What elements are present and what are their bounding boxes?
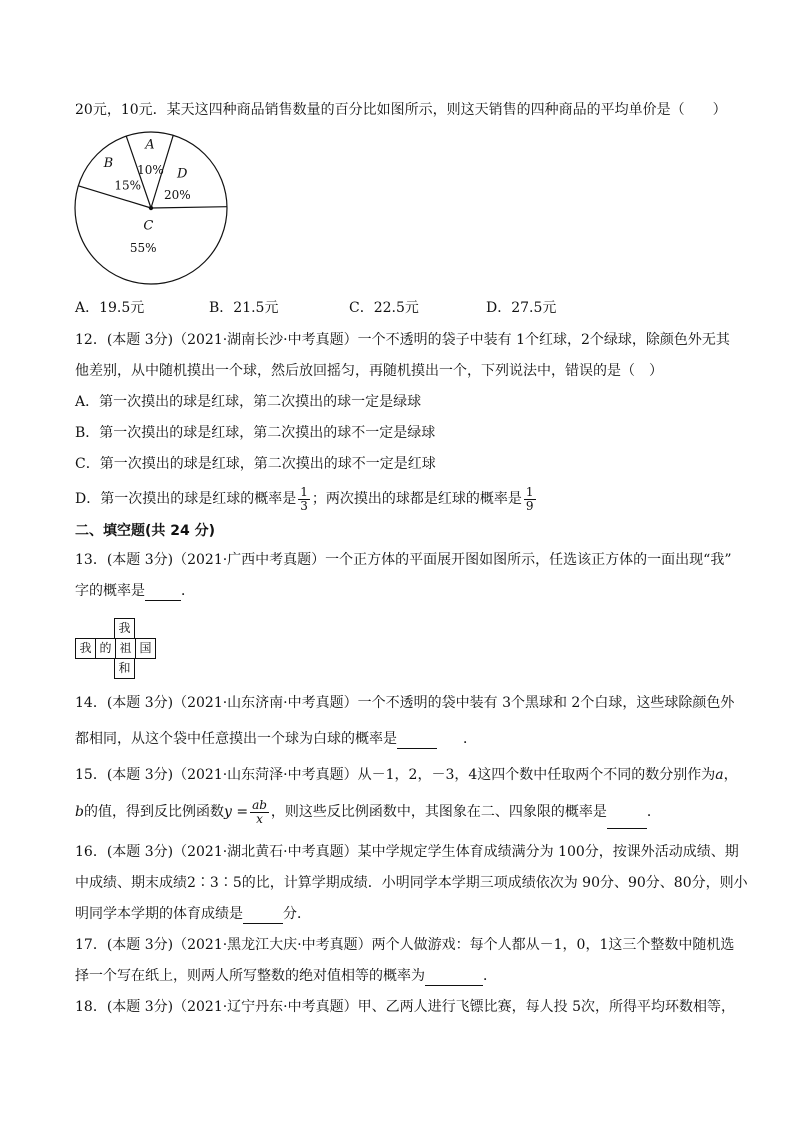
pie-percent-a: 10% xyxy=(137,162,164,177)
var-a: a xyxy=(715,767,724,783)
q12-stem-line2: 他差别，从中随机摸出一个球，然后放回摇匀，再随机摸出一个，下列说法中，错误的是（ ） xyxy=(75,363,663,379)
function-lhs: y = xyxy=(223,804,249,820)
q17-stem-line1: 17．(本题 3分)（2021·黑龙江大庆·中考真题）两个人做游戏：每个人都从－1，0，1这三个整数中随机选 xyxy=(75,937,735,953)
fraction-one-third: $\frac{1}{3}$ xyxy=(300,484,308,513)
q11-stem-line: 20元，10元．某天这四种商品销售数量的百分比如图所示，则这天销售的四种商品的平均单价是（ ） xyxy=(75,102,727,118)
pie-label-b: B xyxy=(103,155,114,171)
pie-label-c: C xyxy=(143,218,154,234)
q11-option-c[interactable]: C．22.5元 xyxy=(349,300,419,316)
q15-stem-line2: b的值，得到反比例函数y = $\frac{ab}{x}$ ，则这些反比例函数中，其图象在二、四象限的概率是 ． xyxy=(75,795,661,829)
pie-percent-b: 15% xyxy=(114,178,142,193)
q12-option-a[interactable]: A．第一次摸出的球是红球，第二次摸出的球一定是绿球 xyxy=(75,394,422,410)
var-b: b xyxy=(75,804,84,820)
pie-slices xyxy=(75,132,227,284)
pie-center-dot xyxy=(149,206,153,210)
answer-blank[interactable] xyxy=(145,584,181,601)
q16-stem-line3: 明同学本学期的体育成绩是 分． xyxy=(75,906,311,922)
pie-label-d: D xyxy=(176,166,188,182)
pie-chart xyxy=(70,128,235,286)
answer-blank[interactable] xyxy=(425,969,483,986)
section-fill-blank-title: 二、填空题(共 24 分) xyxy=(75,523,216,539)
q11-option-d[interactable]: D．27.5元 xyxy=(486,300,557,316)
net-cell-3: 祖 xyxy=(115,638,136,659)
pie-label-a: A xyxy=(145,137,155,153)
q12-option-d-text2: ；两次摸出的球都是红球的概率是 xyxy=(311,491,522,507)
q14-stem-line1: 14．(本题 3分)（2021·山东济南·中考真题）一个不透明的袋中装有 3个黑球和 2个白球，这些球除颜色外 xyxy=(75,695,735,711)
q13-stem-line1: 13．(本题 3分)（2021·广西中考真题）一个正方体的平面展开图如图所示，任选该正方体的一面出现“我” xyxy=(75,552,732,568)
cube-net-diagram xyxy=(75,618,235,678)
fraction-ab-over-x: $\frac{ab}{x}$ xyxy=(252,797,267,826)
q17-stem-line2: 择一个写在纸上，则两人所写整数的绝对值相等的概率为 ． xyxy=(75,968,497,984)
net-cell-2: 的 xyxy=(95,638,116,659)
answer-blank[interactable] xyxy=(397,732,437,749)
q18-stem-line1: 18．(本题 3分)（2021·辽宁丹东·中考真题）甲、乙两人进行飞镖比赛，每人投 5次，所得平均环数相等， xyxy=(75,999,735,1015)
q13-stem-line2: 字的概率是 ． xyxy=(75,583,195,599)
pie-percent-d: 20% xyxy=(164,188,191,203)
q16-stem-line2: 中成绩、期末成绩2∶3∶5的比，计算学期成绩．小明同学本学期三项成绩依次为 90分、90分、80分，则小 xyxy=(75,875,748,891)
q12-option-c[interactable]: C．第一次摸出的球是红球，第二次摸出的球不一定是红球 xyxy=(75,456,436,472)
answer-blank[interactable] xyxy=(243,907,283,924)
net-cell-bottom: 和 xyxy=(114,658,135,679)
q12-option-d[interactable] xyxy=(75,484,538,514)
q12-stem-line1: 12．(本题 3分)（2021·湖南长沙·中考真题）一个不透明的袋子中装有 1个红球，2个绿球，除颜色外无其 xyxy=(75,332,730,348)
q12-option-b[interactable]: B．第一次摸出的球是红球，第二次摸出的球不一定是绿球 xyxy=(75,425,436,441)
q16-stem-line1: 16．(本题 3分)（2021·湖北黄石·中考真题）某中学规定学生体育成绩满分为 100分，按课外活动成绩、期 xyxy=(75,844,739,860)
q15-stem-line1: 15．(本题 3分)（2021·山东菏泽·中考真题）从－1，2，－3，4这四个数中任取两个不同的数分别作为a， xyxy=(75,767,738,783)
net-cell-4: 国 xyxy=(135,638,156,659)
net-cell-top: 我 xyxy=(114,618,135,639)
q12-option-d-text1: D．第一次摸出的球是红球的概率是 xyxy=(75,491,297,507)
answer-blank[interactable] xyxy=(607,812,647,829)
net-cell-1: 我 xyxy=(75,638,96,659)
q14-stem-line2: 都相同，从这个袋中任意摸出一个球为白球的概率是 ． xyxy=(75,731,477,747)
q11-option-a[interactable]: A．19.5元 xyxy=(75,300,145,316)
q11-option-b[interactable]: B．21.5元 xyxy=(209,300,279,316)
fraction-one-ninth: $\frac{1}{9}$ xyxy=(525,484,534,513)
q11-options xyxy=(75,298,715,318)
pie-percent-c: 55% xyxy=(129,240,157,255)
